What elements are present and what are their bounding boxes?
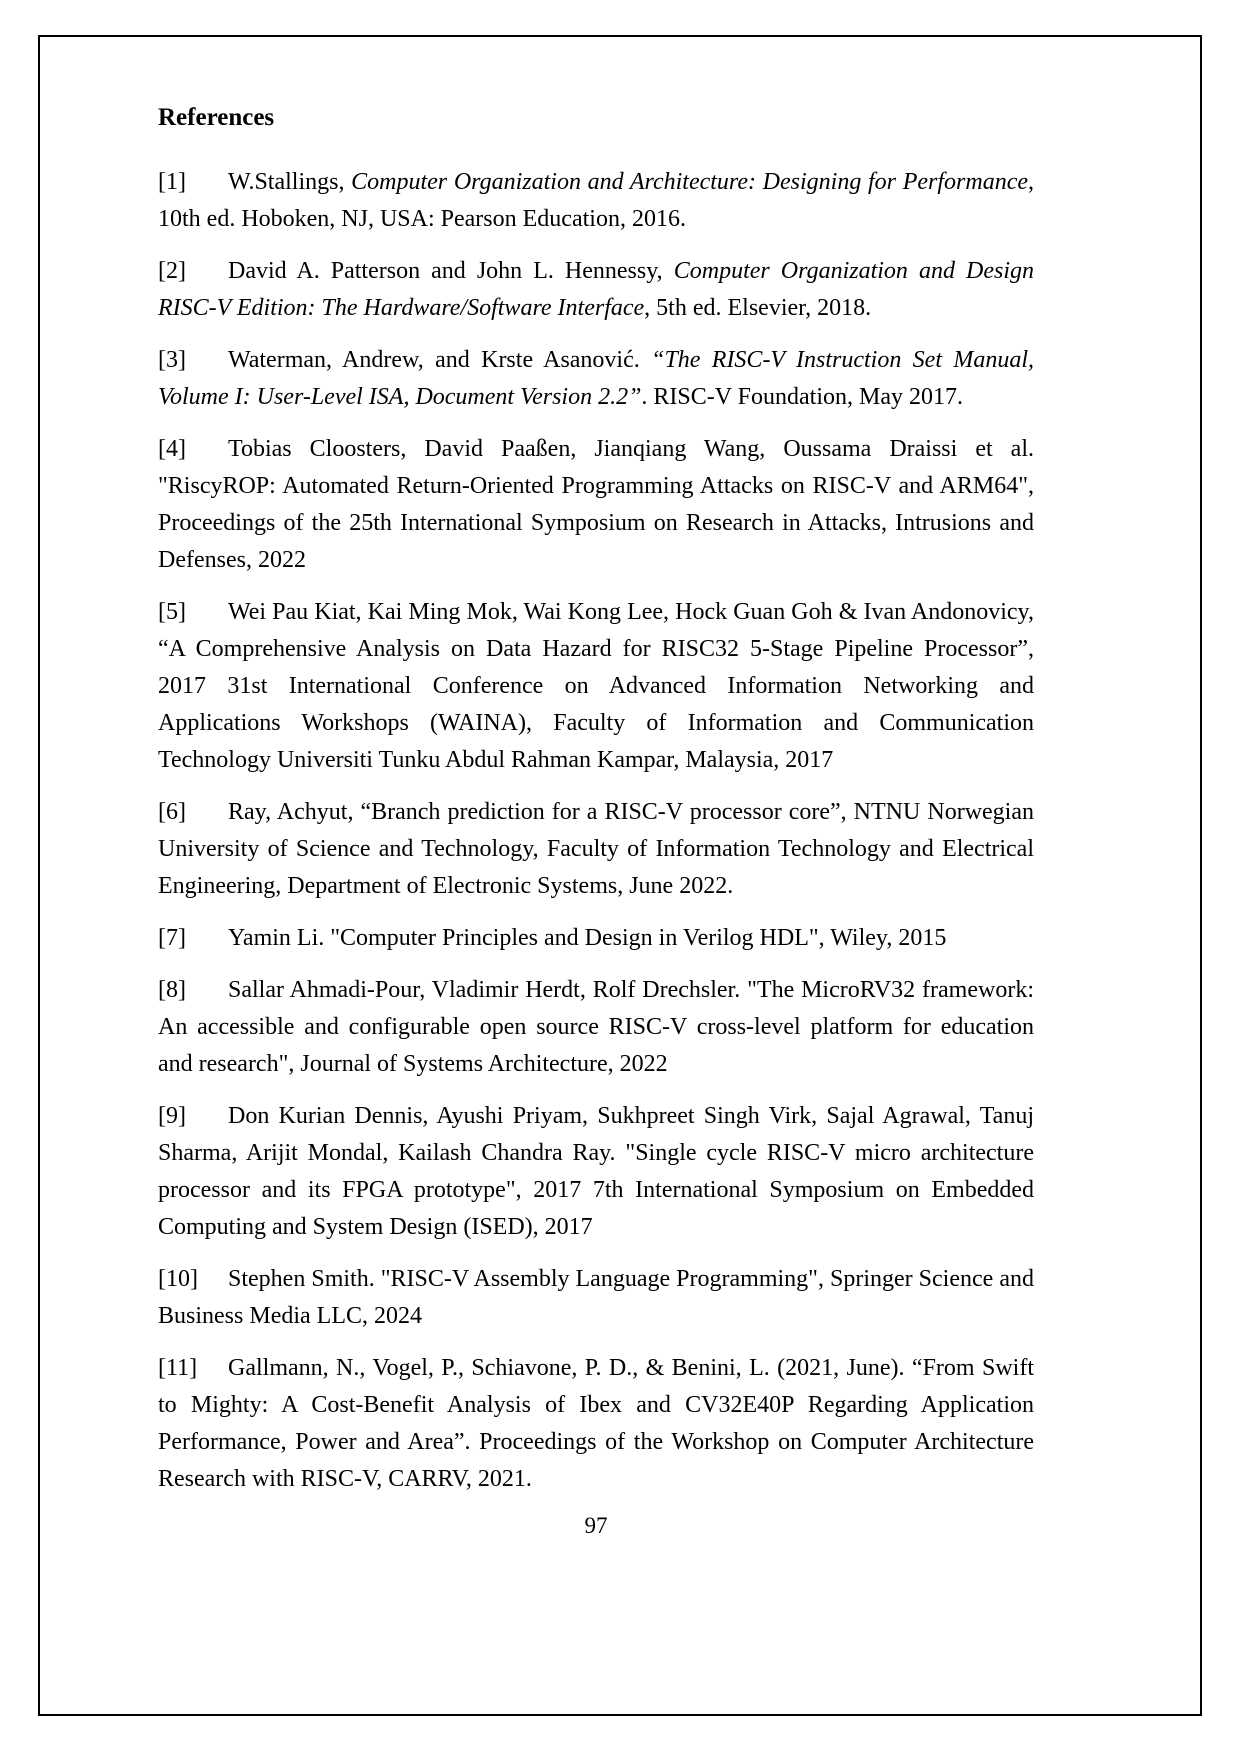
reference-text: Don Kurian Dennis, Ayushi Priyam, Sukhpreet Singh Virk, Sajal Agrawal, Tanuj Sharma, Arijit Mondal, Kailash Chandra Ray. "Single cycle RISC-V micro architecture processor and its FPGA prototype", 2017 7th International Symposium on Embedded Computing and System Design (ISED), 2017 bbox=[158, 1103, 1034, 1240]
reference-number: [8] bbox=[158, 977, 186, 1003]
reference-number: [10] bbox=[158, 1266, 198, 1292]
page-content bbox=[158, 104, 1034, 1539]
reference-text: , 5th ed. Elsevier, 2018. bbox=[644, 295, 872, 321]
reference-item bbox=[158, 164, 1034, 238]
reference-number: [6] bbox=[158, 799, 186, 825]
reference-text: Sallar Ahmadi-Pour, Vladimir Herdt, Rolf Drechsler. "The MicroRV32 framework: An accessible and configurable open source RISC-V cross-level platform for education and research", Journal of Systems Architecture, 2022 bbox=[158, 977, 1034, 1077]
page-number: 97 bbox=[584, 1513, 608, 1538]
reference-text: Wei Pau Kiat, Kai Ming Mok, Wai Kong Lee, Hock Guan Goh & Ivan Andonovicy, “A Comprehensive Analysis on Data Hazard for RISC32 5-Stage Pipeline Processor”, 2017 31st International Conference on Advanced Information Networking and Applications Workshops (WAINA), Faculty of Information and Communication Technology Universiti Tunku Abdul Rahman Kampar, Malaysia, 2017 bbox=[158, 599, 1034, 773]
reference-number: [2] bbox=[158, 258, 186, 284]
reference-text: Ray, Achyut, “Branch prediction for a RISC-V processor core”, NTNU Norwegian University of Science and Technology, Faculty of Information Technology and Electrical Engineering, Department of Electronic Systems, June 2022. bbox=[158, 799, 1034, 899]
reference-item bbox=[158, 794, 1034, 905]
reference-title-italic: Computer Organization and Architecture: Designing for Performance bbox=[351, 169, 1028, 195]
reference-item bbox=[158, 920, 1034, 957]
reference-item bbox=[158, 1261, 1034, 1335]
reference-number: [7] bbox=[158, 925, 186, 951]
reference-text: W.Stallings, bbox=[228, 169, 352, 195]
reference-item bbox=[158, 342, 1034, 416]
reference-text: David A. Patterson and John L. Hennessy, bbox=[228, 258, 674, 284]
references-list bbox=[158, 164, 1034, 1498]
reference-item bbox=[158, 594, 1034, 779]
reference-text: . RISC-V Foundation, May 2017. bbox=[641, 384, 963, 410]
reference-text: Gallmann, N., Vogel, P., Schiavone, P. D., & Benini, L. (2021, June). “From Swift to Mighty: A Cost-Benefit Analysis of Ibex and CV32E40P Regarding Application Performance, Power and Area”. Proceedings of the Workshop on Computer Architecture Research with RISC-V, CARRV, 2021. bbox=[158, 1355, 1034, 1492]
reference-text: Yamin Li. "Computer Principles and Design in Verilog HDL", Wiley, 2015 bbox=[228, 925, 947, 951]
reference-title-italic: “The RISC-V Instruction Set Manual, Volume I: User-Level ISA, Document Version 2.2” bbox=[158, 347, 1034, 410]
reference-number: [5] bbox=[158, 599, 186, 625]
reference-number: [11] bbox=[158, 1355, 198, 1381]
reference-number: [1] bbox=[158, 169, 186, 195]
reference-item bbox=[158, 1098, 1034, 1246]
reference-item bbox=[158, 972, 1034, 1083]
section-heading: References bbox=[158, 104, 275, 131]
reference-title-italic: Computer Organization and Design RISC-V Edition: The Hardware/Software Interface bbox=[158, 258, 1034, 321]
reference-item bbox=[158, 1350, 1034, 1498]
reference-number: [9] bbox=[158, 1103, 186, 1129]
reference-text: Stephen Smith. "RISC-V Assembly Language Programming", Springer Science and Business Media LLC, 2024 bbox=[158, 1266, 1034, 1329]
reference-item bbox=[158, 431, 1034, 579]
reference-text: Tobias Cloosters, David Paaßen, Jianqiang Wang, Oussama Draissi et al. "RiscyROP: Automated Return-Oriented Programming Attacks on RISC-V and ARM64", Proceedings of the 25th International Symposium on Research in Attacks, Intrusions and Defenses, 2022 bbox=[158, 436, 1034, 573]
reference-item bbox=[158, 253, 1034, 327]
reference-number: [4] bbox=[158, 436, 186, 462]
reference-text: , 10th ed. Hoboken, NJ, USA: Pearson Education, 2016. bbox=[158, 169, 1034, 232]
reference-number: [3] bbox=[158, 347, 186, 373]
reference-text: Waterman, Andrew, and Krste Asanović. bbox=[228, 347, 652, 373]
